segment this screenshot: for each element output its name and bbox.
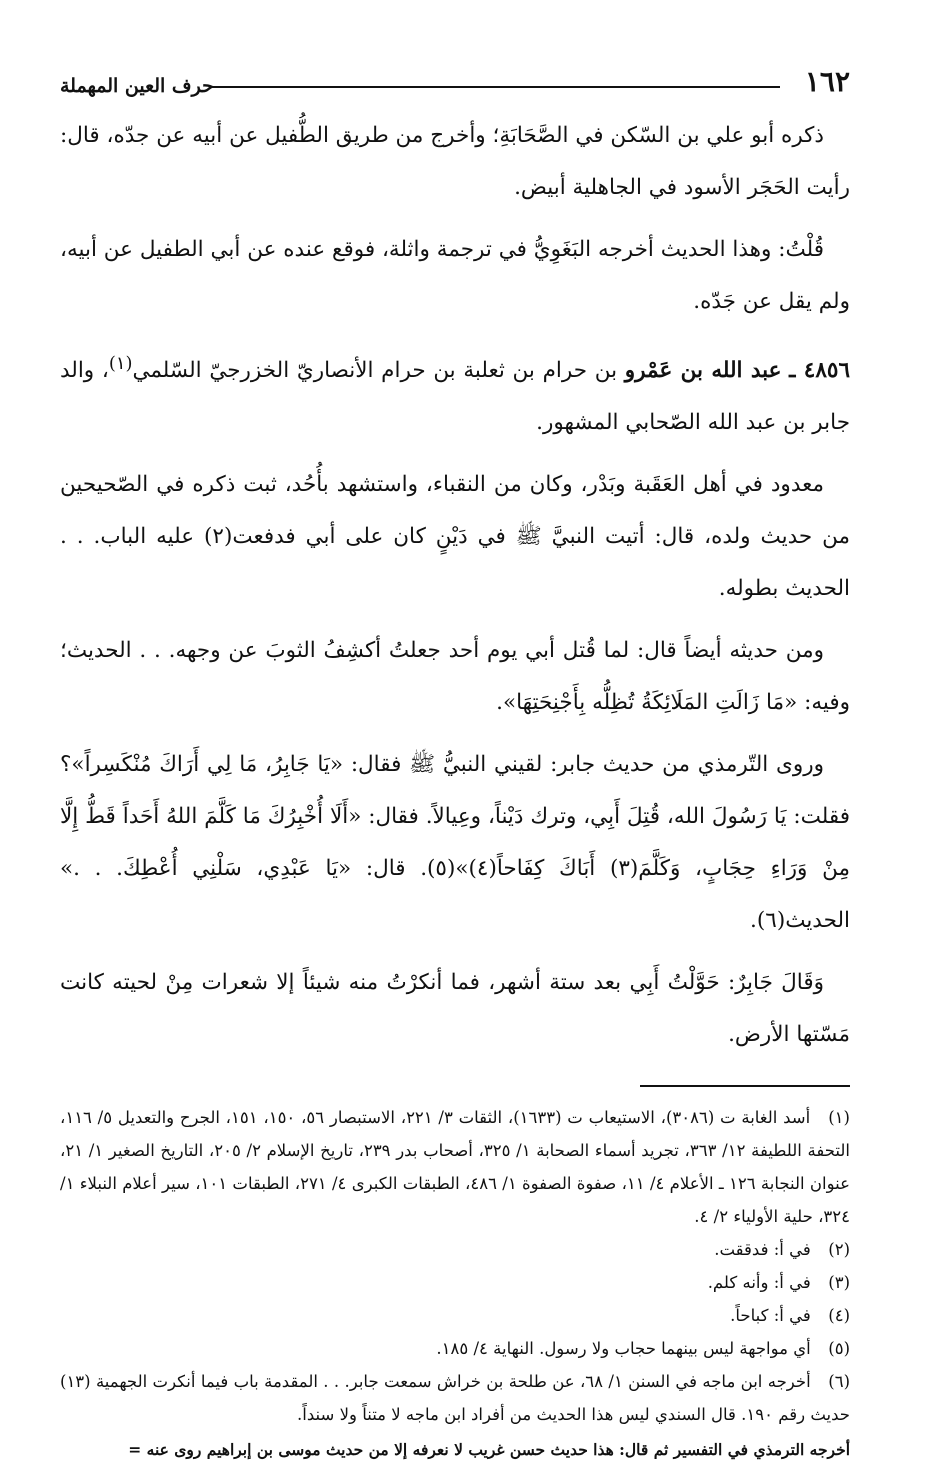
footnote [60,1233,850,1266]
footnote [60,1299,850,1332]
running-title: حرف العين المهملة [60,75,214,97]
entry-lineage: بن حرام بن ثعلبة بن حرام الأنصاريّ الخزرجيّ السّلمي [132,358,618,384]
footnote [60,1332,850,1365]
page-header [60,60,850,104]
footnote-reference: (١) [108,353,133,374]
footnote [60,1266,850,1299]
footnote-number: (٦) [828,1372,851,1392]
footnote-number: (٢) [828,1240,850,1260]
entry-number: ٤٨٥٦ ـ [789,358,850,384]
footnotes [60,1101,850,1466]
header-rule [210,86,780,88]
footnote-number: (٣) [828,1273,850,1293]
footnote [60,1365,850,1431]
footnote-number: (٥) [828,1339,850,1359]
footnote-number: (٤) [828,1306,850,1326]
entry-name: عبد الله بن عَمْرو [624,358,782,384]
footnote-number: (١) [828,1108,850,1128]
footnote-text: في أ: وأنه كلم. [707,1273,811,1293]
footnote-continuation: أخرجه الترمذي في التفسير ثم قال: هذا حديث حسن غريب لا نعرفه إلا من حديث موسى بن إبراهيم روى عنه = [128,1440,850,1460]
biography-entry [60,338,850,449]
paragraph: قُلْتُ: وهذا الحديث أخرجه البَغَوِيُّ في ترجمة واثلة، فوقع عنده عن أبي الطفيل عن أبيه، ولم يقل عن جَدّه. [60,237,850,314]
book-page [60,60,851,1460]
paragraph: ذكره أبو علي بن السّكن في الصَّحَابَةِ؛ وأخرج من طريق الطُّفيل عن أبيه عن جدّه، قال: رأيت الحَجَر الأسود في الجاهلية أبيض. [60,123,850,200]
footnote [60,1101,850,1233]
footnote-text: في أ: كباحاً. [730,1306,811,1326]
entry-description: ، والد جابر بن عبد الله الصّحابي المشهور. [60,358,850,436]
paragraph: ومن حديثه أيضاً قال: لما قُتل أبي يوم أحد جعلتُ أكشِفُ الثوبَ عن وجهه. . . الحديث؛ وفيه: «مَا زَالَتِ المَلَائِكَةُ تُظِلُّه بِأَجْنِحَتِهَا». [60,638,850,716]
page-number: ١٦٢ [804,65,850,98]
footnote-text: في أ: فدققت. [714,1240,811,1260]
footnote-divider [640,1085,850,1087]
footnote-text: أخرجه ابن ماجه في السنن ١/ ٦٨، عن طلحة بن خراش سمعت جابر. . . المقدمة باب فيما أنكرت الجهمية (١٣) حديث رقم ١٩٠. قال السندي ليس هذا الحديث من أفراد ابن ماجه لا متناً ولا سنداً. [60,1372,850,1425]
paragraph: معدود في أهل العَقَبة وبَدْر، وكان من النقباء، واستشهد بأُحُد، ثبت ذكره في الصّحيحين من حديث ولده، قال: أتيت النبيَّ ﷺ في دَيْنٍ كان على أبي فدفعت(٢) عليه الباب. . . الحديث بطوله. [60,472,850,602]
footnote-text: أسد الغابة ت (٣٠٨٦)، الاستيعاب ت (١٦٣٣)، الثقات ٣/ ٢٢١، الاستبصار ٥٦، ١٥٠، ١٥١، الجرح والتعديل ٥/ ١١٦، التحفة اللطيفة ١٢/ ٣٦٣، تجريد أسماء الصحابة ١/ ٣٢٥، أصحاب بدر ٢٣٩، تاريخ الإسلام ٢/ ٢٠٥، التاريخ الصغير ١/ ٢١، عنوان النجابة ١٢٦ ـ الأعلام ٤/ ١١، صفوة الصفوة ١/ ٤٨٦، الطبقات الكبرى ٤/ ٢٧١، الطبقات ١٠١، سير أعلام النبلاء ١/ ٣٢٤، حلية الأولياء ٢/ ٤. [60,1108,850,1227]
paragraph: وَقَالَ جَابِرٌ: حَوَّلْتُ أَبِي بعد ستة أشهر، فما أنكرْتُ منه شيئاً إلا شعرات مِنْ لحيته كانت مَسّتها الأرض. [60,970,850,1048]
main-text [60,110,850,1061]
paragraph: وروى التّرمذي من حديث جابر: لقيني النبيُّ ﷺ فقال: «يَا جَابِرُ، مَا لِي أَرَاكَ مُنْكَسِراً»؟ فقلت: يَا رَسُولَ الله، قُتِلَ أَبِي، وترك دَيْناً، وعِيالاً. فقال: «أَلَا أُخْبِرُكَ مَا كَلَّمَ اللهُ أَحَداً قَطُّ إِلَّا مِنْ وَرَاءِ حِجَابٍ، وَكَلَّمَ(٣) أَبَاكَ كِفَاحاً(٤)»(٥). قال: «يَا عَبْدِي، سَلْنِي أُعْطِكَ. . .» الحديث(٦). [60,752,850,934]
footnote-text: أي مواجهة ليس بينهما حجاب ولا رسول. النهاية ٤/ ١٨٥. [436,1339,811,1359]
